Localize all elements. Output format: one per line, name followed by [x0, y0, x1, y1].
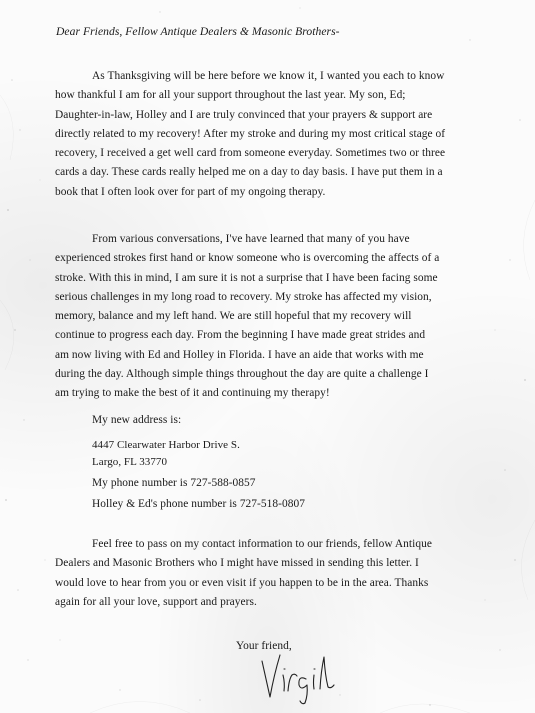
paragraph-contact — [55, 535, 515, 612]
paragraph-recovery — [55, 230, 515, 404]
salutation: Dear Friends, Fellow Antique Dealers & Masonic Brothers- — [56, 25, 340, 38]
paragraph-line: cards a day. These cards really helped me on a day to day basis. I have put them in a — [55, 166, 443, 179]
paragraph-line: continue to progress each day. From the beginning I have made great strides and — [55, 329, 426, 342]
paragraph-line: As Thanksgiving will be here before we know it, I wanted you each to know — [92, 70, 445, 82]
paragraph-line: memory, balance and my left hand. We are still hopeful that my recovery will — [55, 310, 412, 323]
phone-mine: My phone number is 727-588-0857 — [92, 477, 256, 489]
paragraph-line: stroke. With this in mind, I am sure it is not a surprise that I have been facing some — [55, 271, 438, 284]
paragraph-line: during the day. Although simple things throughout the day are quite a challenge I — [55, 368, 429, 381]
closing: Your friend, — [236, 640, 292, 652]
paragraph-line: am trying to make the best of it and continuing my therapy! — [55, 387, 330, 400]
paragraph-line: serious challenges in my long road to recovery. My stroke has affected my vision, — [55, 290, 432, 303]
paragraph-line: experienced strokes first hand or know someone who is overcoming the affects of a — [55, 252, 440, 265]
address-city: Largo, FL 33770 — [92, 456, 167, 468]
paragraph-line: again for all your love, support and prayers. — [55, 595, 257, 608]
paragraph-line: recovery, I received a get well card from someone everyday. Sometimes two or three — [55, 147, 446, 160]
paragraph-line: Daughter-in-law, Holley and I are truly convinced that your prayers & support are — [55, 108, 433, 121]
paragraph-line: directly related to my recovery! After my stroke and during my most critical stage of — [55, 127, 446, 140]
paragraph-line: Dealers and Masonic Brothers who I might have missed in sending this letter. I — [55, 557, 419, 570]
paragraph-thanks — [55, 67, 515, 202]
paragraph-line: would love to hear from you or even visit if you happen to be in the area. Thanks — [55, 576, 429, 589]
paragraph-line: how thankful I am for all your support throughout the last year. My son, Ed; — [55, 89, 406, 102]
paragraph-line: From various conversations, I've have learned that many of you have — [92, 233, 410, 245]
paragraph-line: book that I often look over for part of my ongoing therapy. — [55, 185, 326, 198]
paragraph-line: am now living with Ed and Holley in Florida. I have an aide that works with me — [55, 348, 424, 361]
paragraph-line: Feel free to pass on my contact information to our friends, fellow Antique — [92, 538, 432, 550]
phone-holley-ed: Holley & Ed's phone number is 727-518-0807 — [92, 498, 305, 510]
address-label: My new address is: — [92, 414, 182, 426]
address-street: 4447 Clearwater Harbor Drive S. — [92, 439, 240, 451]
handwritten-signature — [258, 645, 338, 707]
